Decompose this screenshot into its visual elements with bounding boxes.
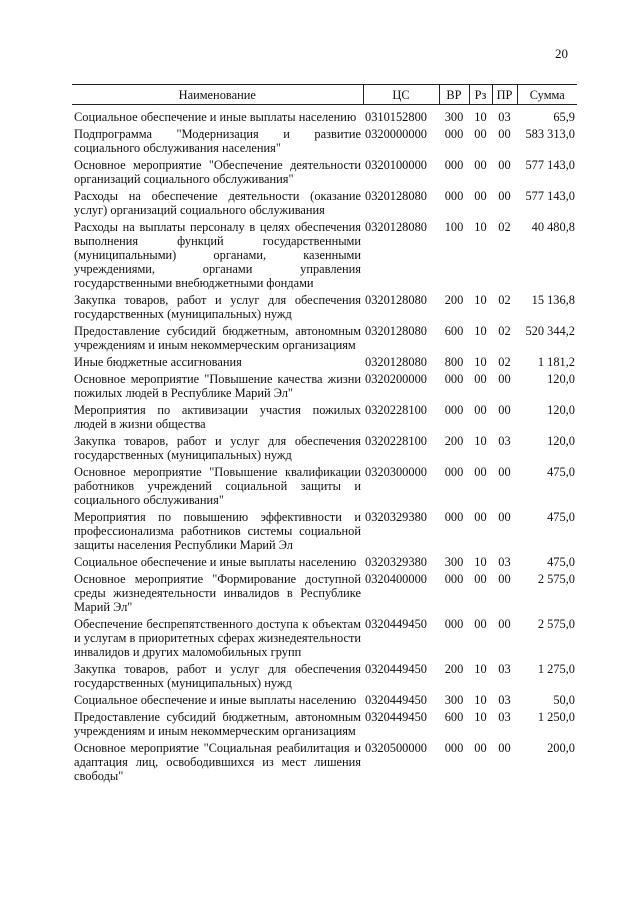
row-rz: 00 (474, 510, 487, 524)
row-rz: 00 (474, 617, 487, 631)
row-vr: 000 (444, 617, 464, 631)
table-row (72, 554, 577, 571)
row-pr: 02 (498, 293, 511, 307)
row-name: Социальное обеспечение и иные выплаты населению (74, 110, 357, 124)
row-vr: 200 (444, 293, 464, 307)
header-name: Наименование (72, 85, 363, 105)
row-name: Основное мероприятие "Формирование доступной среды жизнедеятельности инвалидов в Республике Марий Эл" (74, 572, 361, 614)
row-rz: 10 (474, 434, 487, 448)
row-vr: 000 (444, 510, 464, 524)
row-name: Закупка товаров, работ и услуг для обеспечения государственных (муниципальных) нужд (74, 662, 361, 690)
row-cs: 0320128080 (365, 355, 427, 369)
row-sum: 50,0 (553, 693, 575, 707)
page-number: 20 (555, 46, 568, 61)
row-sum: 577 143,0 (525, 189, 575, 203)
row-rz: 00 (474, 372, 487, 386)
row-rz: 00 (474, 465, 487, 479)
row-pr: 02 (498, 355, 511, 369)
row-sum: 1 275,0 (537, 662, 575, 676)
row-pr: 02 (498, 220, 511, 234)
table-row (72, 402, 577, 433)
header-vr: ВР (439, 85, 469, 105)
row-rz: 10 (474, 693, 487, 707)
row-pr: 00 (498, 372, 511, 386)
row-pr: 03 (498, 710, 511, 724)
row-vr: 600 (444, 710, 464, 724)
row-name: Социальное обеспечение и иные выплаты населению (74, 555, 357, 569)
row-sum: 583 313,0 (525, 127, 575, 141)
row-cs: 0320449450 (365, 617, 427, 631)
row-vr: 300 (444, 110, 464, 124)
row-vr: 300 (444, 693, 464, 707)
row-pr: 03 (498, 110, 511, 124)
row-cs: 0320200000 (365, 372, 427, 386)
row-sum: 200,0 (547, 741, 575, 755)
table-row (72, 323, 577, 354)
table-row (72, 433, 577, 464)
row-pr: 00 (498, 158, 511, 172)
table-row (72, 509, 577, 554)
row-rz: 10 (474, 324, 487, 338)
row-rz: 10 (474, 293, 487, 307)
row-sum: 475,0 (547, 510, 575, 524)
table-row (72, 354, 577, 371)
row-sum: 577 143,0 (525, 158, 575, 172)
table-row (72, 157, 577, 188)
row-vr: 000 (444, 403, 464, 417)
row-sum: 2 575,0 (537, 572, 575, 586)
row-name: Основное мероприятие "Повышение качества жизни пожилых людей в Республике Марий Эл" (74, 372, 361, 400)
row-vr: 000 (444, 127, 464, 141)
row-name: Обеспечение беспрепятственного доступа к объектам и услугам в приоритетных сферах жизнедеятельности инвалидов и других маломобильных групп (74, 617, 361, 659)
row-vr: 200 (444, 434, 464, 448)
row-pr: 00 (498, 617, 511, 631)
row-rz: 10 (474, 355, 487, 369)
row-sum: 120,0 (547, 372, 575, 386)
row-name: Мероприятия по активизации участия пожилых людей в жизни общества (74, 403, 361, 431)
row-cs: 0320449450 (365, 693, 427, 707)
row-name: Расходы на обеспечение деятельности (оказание услуг) организаций социального обслуживания (74, 189, 361, 217)
header-sum: Сумма (517, 85, 577, 105)
row-cs: 0320000000 (365, 127, 427, 141)
row-sum: 15 136,8 (531, 293, 575, 307)
row-pr: 00 (498, 189, 511, 203)
table-row (72, 126, 577, 157)
row-vr: 300 (444, 555, 464, 569)
budget-table (72, 84, 577, 785)
row-cs: 0320449450 (365, 710, 427, 724)
row-sum: 1 181,2 (537, 355, 575, 369)
table-row (72, 371, 577, 402)
row-pr: 03 (498, 693, 511, 707)
row-sum: 1 250,0 (537, 710, 575, 724)
row-rz: 00 (474, 189, 487, 203)
row-sum: 475,0 (547, 465, 575, 479)
row-rz: 10 (474, 662, 487, 676)
table-row (72, 188, 577, 219)
row-pr: 00 (498, 465, 511, 479)
table-row (72, 571, 577, 616)
row-cs: 0320329380 (365, 555, 427, 569)
row-rz: 00 (474, 127, 487, 141)
row-cs: 0320100000 (365, 158, 427, 172)
row-name: Предоставление субсидий бюджетным, автономным учреждениям и иным некоммерческим организациям (74, 324, 361, 352)
row-pr: 03 (498, 662, 511, 676)
row-pr: 03 (498, 555, 511, 569)
row-cs: 0320128080 (365, 324, 427, 338)
row-rz: 00 (474, 741, 487, 755)
row-name: Закупка товаров, работ и услуг для обеспечения государственных (муниципальных) нужд (74, 434, 361, 462)
row-rz: 00 (474, 403, 487, 417)
row-cs: 0310152800 (365, 110, 427, 124)
header-pr: ПР (492, 85, 517, 105)
row-pr: 03 (498, 434, 511, 448)
table-row (72, 709, 577, 740)
row-cs: 0320449450 (365, 662, 427, 676)
row-vr: 100 (444, 220, 464, 234)
row-cs: 0320228100 (365, 403, 427, 417)
row-sum: 65,9 (553, 110, 575, 124)
table-row (72, 661, 577, 692)
row-pr: 00 (498, 127, 511, 141)
table-row (72, 219, 577, 292)
row-rz: 10 (474, 555, 487, 569)
row-sum: 2 575,0 (537, 617, 575, 631)
row-name: Предоставление субсидий бюджетным, автономным учреждениям и иным некоммерческим организациям (74, 710, 361, 738)
row-vr: 000 (444, 158, 464, 172)
table-row (72, 292, 577, 323)
header-cs: ЦС (363, 85, 439, 105)
row-vr: 000 (444, 465, 464, 479)
row-rz: 10 (474, 710, 487, 724)
row-cs: 0320400000 (365, 572, 427, 586)
row-name: Социальное обеспечение и иные выплаты населению (74, 693, 357, 707)
row-cs: 0320228100 (365, 434, 427, 448)
row-name: Закупка товаров, работ и услуг для обеспечения государственных (муниципальных) нужд (74, 293, 361, 321)
table-header-row (72, 85, 577, 105)
row-vr: 800 (444, 355, 464, 369)
table-row (72, 464, 577, 509)
row-sum: 40 480,8 (531, 220, 575, 234)
row-pr: 02 (498, 324, 511, 338)
row-name: Мероприятия по повышению эффективности и профессионализма работников системы социальной защиты населения Республики Марий Эл (74, 510, 361, 552)
row-name: Подпрограмма "Модернизация и развитие социального обслуживания населения" (74, 127, 361, 155)
row-sum: 475,0 (547, 555, 575, 569)
row-vr: 000 (444, 189, 464, 203)
row-name: Иные бюджетные ассигнования (74, 355, 242, 369)
row-name: Основное мероприятие "Обеспечение деятельности организаций социального обслуживания" (74, 158, 361, 186)
row-rz: 10 (474, 220, 487, 234)
row-name: Основное мероприятие "Повышение квалификации работников учреждений социальной защиты и социального обслуживания" (74, 465, 361, 507)
row-name: Расходы на выплаты персоналу в целях обеспечения выполнения функций государственными (муниципальными) органами, казенными учреждениями, органами управления государственными внебюджетными фондами (74, 220, 361, 290)
row-pr: 00 (498, 741, 511, 755)
table-row (72, 109, 577, 126)
row-cs: 0320300000 (365, 465, 427, 479)
row-vr: 000 (444, 372, 464, 386)
row-pr: 00 (498, 510, 511, 524)
row-vr: 200 (444, 662, 464, 676)
row-cs: 0320128080 (365, 220, 427, 234)
row-vr: 000 (444, 741, 464, 755)
row-vr: 600 (444, 324, 464, 338)
table-body (72, 105, 577, 786)
row-sum: 120,0 (547, 434, 575, 448)
header-rz: Рз (469, 85, 492, 105)
row-sum: 520 344,2 (525, 324, 575, 338)
row-rz: 00 (474, 572, 487, 586)
row-sum: 120,0 (547, 403, 575, 417)
row-vr: 000 (444, 572, 464, 586)
row-cs: 0320128080 (365, 293, 427, 307)
row-cs: 0320329380 (365, 510, 427, 524)
row-rz: 00 (474, 158, 487, 172)
row-cs: 0320500000 (365, 741, 427, 755)
row-cs: 0320128080 (365, 189, 427, 203)
table-row (72, 692, 577, 709)
table-row (72, 740, 577, 785)
row-pr: 00 (498, 572, 511, 586)
row-pr: 00 (498, 403, 511, 417)
row-name: Основное мероприятие "Социальная реабилитация и адаптация лиц, освободившихся из мест лишения свободы" (74, 741, 361, 783)
table-row (72, 616, 577, 661)
row-rz: 10 (474, 110, 487, 124)
